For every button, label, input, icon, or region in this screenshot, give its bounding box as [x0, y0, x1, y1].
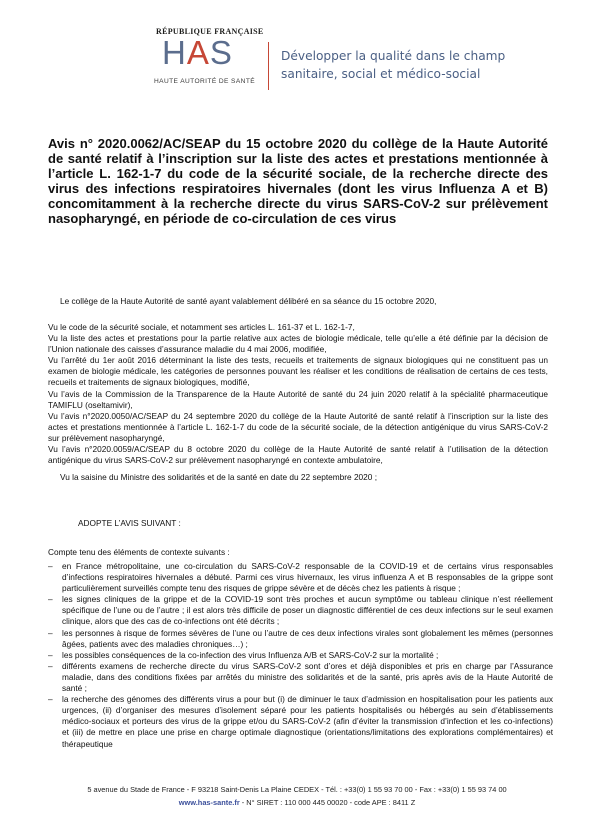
- college-statement: Le collège de la Haute Autorité de santé ayant valablement délibéré en sa séance du 15 octobre 2020,: [60, 296, 437, 306]
- document-title: Avis n° 2020.0062/AC/SEAP du 15 octobre 2020 du collège de la Haute Autorité de santé relatif à l’inscription sur la liste des actes et prestations mentionnée à l’article L. 162-1-7 du code de la sécurité sociale, de la recherche directe des virus des infections respiratoires hivernales (dont les virus Influenza A et B) concomitamment à la recherche directe du virus SARS-CoV-2 sur prélèvement nasopharyngé, en période de co-circulation de ces virus: [48, 136, 548, 226]
- adopte-heading: ADOPTE L’AVIS SUIVANT :: [78, 518, 181, 528]
- vu-paragraphs: [48, 322, 548, 466]
- bullet-text: les signes cliniques de la grippe et de la COVID-19 sont très proches et aucun symptôme ou tableau clinique n’est réellement spécifique de l’une ou de l’autre ; il est alors très difficile de poser un diagnostic différentiel de ces deux infections sur le seul examen clinique, alors que des cas de co-infections ont été décrits ;: [62, 594, 553, 627]
- context-intro: Compte tenu des éléments de contexte suivants :: [48, 547, 230, 557]
- tagline-line-1: Développer la qualité dans le champ: [281, 49, 506, 63]
- context-bullet-list: [48, 561, 553, 750]
- bullet-text: en France métropolitaine, une co-circulation du SARS-CoV-2 responsable de la COVID-19 et de certains virus responsables d’infections respiratoires hivernales a débuté. Parmi ces virus hivernaux, les virus influenza A et B responsables de la grippe sont particulièrement surveillés compte tenu des risques de grippe sévère et de décès chez les patients à risque ;: [62, 561, 553, 594]
- saisine-paragraph: Vu la saisine du Ministre des solidarités et de la santé en date du 22 septembre 2020 ;: [60, 472, 378, 482]
- list-item: [48, 694, 553, 749]
- bullet-dash: –: [48, 660, 53, 671]
- bullet-text: les personnes à risque de formes sévères de l’une ou l’autre de ces deux infections virales sont globalement les mêmes (personnes âgées, patients avec des maladies chroniques…) ;: [62, 627, 553, 649]
- vu-paragraph: Vu le code de la sécurité sociale, et notamment ses articles L. 161-37 et L. 162-1-7,: [48, 322, 355, 332]
- logo-subtitle: HAUTE AUTORITÉ DE SANTÉ: [154, 78, 256, 85]
- list-item: [48, 594, 553, 627]
- logo-letter-h: H: [162, 34, 187, 71]
- bullet-dash: –: [48, 649, 53, 660]
- bullet-dash: –: [48, 561, 53, 571]
- list-item: [48, 628, 553, 650]
- footer-ids: - N° SIRET : 110 000 445 00020 - code APE : 8411 Z: [239, 798, 416, 807]
- logo-letter-a: A: [186, 34, 210, 71]
- vu-paragraph: Vu l’arrêté du 1er août 2016 déterminant la liste des tests, recueils et traitements de signaux biologiques qui ne constituent pas un examen de biologie médicale, les catégories de personnes pouvant les réaliser et les conditions de réalisation de certains de ces tests, recueils et traitements de signaux biologiques, modifié,: [48, 355, 548, 388]
- website-link[interactable]: www.has-sante.fr: [178, 798, 240, 807]
- vu-paragraph: Vu l’avis n°2020.0059/AC/SEAP du 8 octobre 2020 du collège de la Haute Autorité de santé relatif à l’utilisation de la détection antigénique du virus SARS-CoV-2 sur prélèvement nasopharyngé en contexte ambulatoire,: [48, 444, 548, 466]
- vu-paragraph: Vu la liste des actes et prestations pour la partie relative aux actes de biologie médicale, telle qu’elle a été définie par la décision de l’Union nationale des caisses d’assurance maladie du 4 mai 2006, modifiée,: [48, 333, 548, 355]
- logo-letter-s: S: [209, 34, 233, 71]
- bullet-text: les possibles conséquences de la co-infection des virus Influenza A/B et SARS-CoV-2 sur la mortalité ;: [62, 649, 439, 660]
- vu-paragraph: Vu l’avis de la Commission de la Transparence de la Haute Autorité de santé du 24 juin 2020 relatif à la spécialité pharmaceutique TAMIFLU (oseltamivir),: [48, 388, 548, 410]
- list-item: [48, 661, 553, 694]
- republique-francaise-label: RÉPUBLIQUE FRANÇAISE: [156, 27, 264, 36]
- list-item: [48, 650, 553, 661]
- bullet-dash: –: [48, 694, 53, 705]
- tagline: [281, 47, 505, 83]
- vu-paragraph: Vu l’avis n°2020.0050/AC/SEAP du 24 septembre 2020 du collège de la Haute Autorité de santé relatif à l’inscription sur la liste des actes et prestations mentionnée à l’article L. 162-1-7 du code de la sécurité sociale, de la détection antigénique du virus SARS-CoV-2 sur prélèvement nasopharyngé,: [48, 410, 548, 443]
- footer-address: 5 avenue du Stade de France - F 93218 Saint-Denis La Plaine CEDEX - Tél. : +33(0) 1 55 93 70 00 - Fax : +33(0) 1 55 93 74 00: [87, 785, 507, 794]
- bullet-dash: –: [48, 594, 53, 605]
- list-item: [48, 561, 553, 594]
- footer-web-line: [0, 798, 594, 807]
- bullet-text: différents examens de recherche directe du virus SARS-CoV-2 sont d’ores et déjà disponibles et pris en charge par l’Assurance maladie, dans des conditions fixées par arrêtés du ministre des solidarités et de la santé, pris après avis de la Haute Autorité de santé ;: [62, 660, 553, 694]
- bullet-text: la recherche des génomes des différents virus a pour but (i) de diminuer le taux d’admission en hospitalisation pour les patients aux urgences, (ii) d’organiser des mesures d’isolement séparé pour les patients hospitalisés ou hébergés au sein d’établissements médico-sociaux et porteurs des virus de la grippe et/ou du SARS-CoV-2 (afin d’éviter la transmission d’infection et les co-infections) et (iii) de mettre en place une prise en charge optimale diagnostique (orientations/limitations des explorations complémentaires) et thérapeutique: [62, 694, 553, 749]
- tagline-line-2: sanitaire, social et médico-social: [281, 67, 481, 81]
- bullet-dash: –: [48, 627, 53, 638]
- has-logo: [162, 34, 233, 72]
- logo-divider: [268, 42, 269, 90]
